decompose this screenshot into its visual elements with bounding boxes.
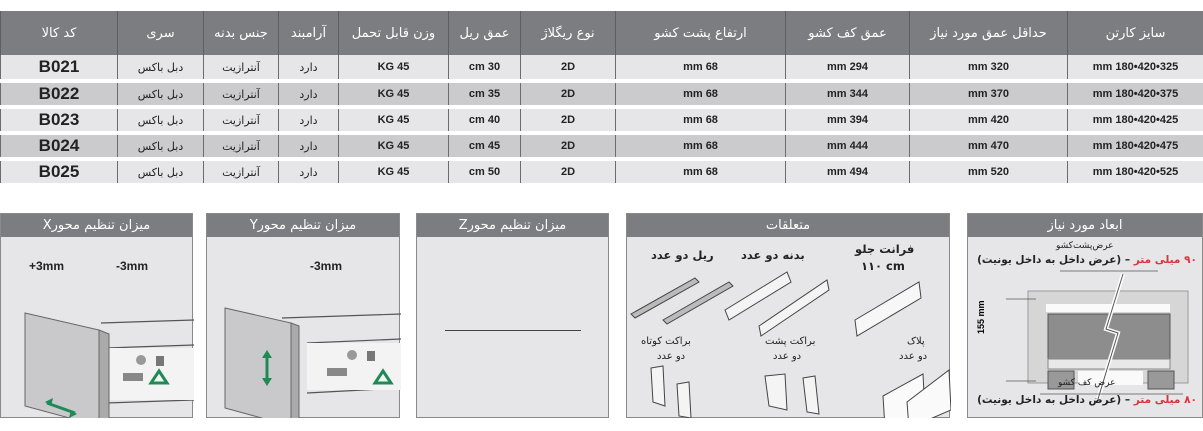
header-code: کد کالا [1, 11, 118, 55]
header-back-height: ارتفاع پشت کشو [616, 11, 786, 55]
table-header-row [1, 11, 1203, 55]
accessories-illustrations [627, 238, 951, 418]
body-label: بدنه دو عدد [741, 248, 805, 262]
short-bracket-icon [651, 366, 691, 418]
x-axis-title: میزان تنظیم محورX [1, 214, 192, 237]
z-axis-title: میزان تنظیم محورZ [417, 214, 608, 237]
cell-material: آنترازیت [204, 133, 279, 159]
cell-rail-depth: 35 cm [449, 81, 521, 107]
short-bracket-qty: دو عدد [657, 351, 686, 362]
cell-min-depth: 470 mm [910, 133, 1068, 159]
height-label: 155 mm [976, 300, 986, 334]
front-panel-icon [855, 282, 921, 336]
cell-load: 45 KG [339, 133, 449, 159]
z-axis-panel [416, 213, 609, 418]
cell-floor-depth: 344 mm [786, 81, 910, 107]
cell-series: دبل باکس [118, 55, 204, 81]
cell-carton: 425•420•180 mm [1068, 107, 1203, 133]
cell-load: 45 KG [339, 55, 449, 81]
cell-back-height: 68 mm [616, 159, 786, 185]
back-width-line [976, 254, 1198, 266]
cell-soft-close: دارد [279, 81, 339, 107]
cell-carton: 325•420•180 mm [1068, 55, 1203, 81]
back-width-value: ۹۰ میلی متر [1133, 254, 1197, 266]
table-row [1, 55, 1203, 81]
back-width-label: عرض‌پشت‌کشو [1056, 241, 1114, 251]
cell-min-depth: 320 mm [910, 55, 1068, 81]
table-row [1, 81, 1203, 107]
header-series: سری [118, 11, 204, 55]
cell-series: دبل باکس [118, 107, 204, 133]
x-minus-label: -3mm [116, 259, 149, 273]
floor-width-line [976, 394, 1198, 406]
cell-rail-depth: 40 cm [449, 107, 521, 133]
cell-material: آنترازیت [204, 159, 279, 185]
y-axis-panel [206, 213, 400, 418]
front-size-label: ۱۱۰ cm [861, 259, 905, 273]
cell-floor-depth: 444 mm [786, 133, 910, 159]
accessories-panel [626, 213, 950, 418]
cell-floor-depth: 294 mm [786, 55, 910, 81]
cell-adjust: 2D [521, 133, 616, 159]
cell-min-depth: 420 mm [910, 107, 1068, 133]
cell-min-depth: 370 mm [910, 81, 1068, 107]
header-floor-depth: عمق کف کشو [786, 11, 910, 55]
floor-width-label: عرض کف کشو [1058, 378, 1116, 388]
table-row [1, 159, 1203, 185]
dimensions-title: ابعاد مورد نیاز [968, 214, 1202, 237]
cell-rail-depth: 45 cm [449, 133, 521, 159]
header-soft-close: آرامبند [279, 11, 339, 55]
rail-icon [631, 278, 733, 324]
floor-width-value: ۸۰ میلی متر [1133, 394, 1197, 406]
back-bracket-qty: دو عدد [773, 351, 802, 362]
cell-min-depth: 520 mm [910, 159, 1068, 185]
cell-soft-close: دارد [279, 159, 339, 185]
cell-back-height: 68 mm [616, 55, 786, 81]
back-width-note: – (عرض داخل به داخل یونیت) [977, 254, 1131, 266]
cell-floor-depth: 394 mm [786, 107, 910, 133]
cell-material: آنترازیت [204, 81, 279, 107]
drawer-front-x-illustration [1, 238, 194, 418]
front-label: فرانت جلو [855, 242, 915, 256]
cell-rail-depth: 50 cm [449, 159, 521, 185]
cell-back-height: 68 mm [616, 107, 786, 133]
cell-series: دبل باکس [118, 159, 204, 185]
header-rail-depth: عمق ریل [449, 11, 521, 55]
plaque-qty: دو عدد [899, 351, 928, 362]
cell-load: 45 KG [339, 159, 449, 185]
table-row [1, 107, 1203, 133]
plaque-label: پلاک [907, 336, 925, 347]
cell-series: دبل باکس [118, 81, 204, 107]
rail-label: ریل دو عدد [651, 248, 714, 262]
header-carton-size: سایز کارتن [1068, 11, 1203, 55]
cell-load: 45 KG [339, 107, 449, 133]
cell-code: B022 [1, 81, 118, 107]
header-material: جنس بدنه [204, 11, 279, 55]
cell-soft-close: دارد [279, 133, 339, 159]
floor-width-note: – (عرض داخل به داخل یونیت) [977, 394, 1131, 406]
back-bracket-icon [765, 374, 819, 414]
header-load: وزن قابل تحمل [339, 11, 449, 55]
cell-load: 45 KG [339, 81, 449, 107]
cell-material: آنترازیت [204, 55, 279, 81]
cell-adjust: 2D [521, 81, 616, 107]
cell-code: B024 [1, 133, 118, 159]
y-axis-title: میزان تنظیم محورY [207, 214, 399, 237]
cell-adjust: 2D [521, 55, 616, 81]
short-bracket-label: براکت کوتاه [641, 336, 691, 347]
table-row [1, 133, 1203, 159]
cell-code: B023 [1, 107, 118, 133]
cell-floor-depth: 494 mm [786, 159, 910, 185]
cell-carton: 525•420•180 mm [1068, 159, 1203, 185]
back-bracket-label: براکت پشت [765, 336, 816, 347]
cell-soft-close: دارد [279, 107, 339, 133]
header-min-depth: حداقل عمق مورد نیاز [910, 11, 1068, 55]
cell-code: B021 [1, 55, 118, 81]
x-axis-panel [0, 213, 193, 418]
cell-rail-depth: 30 cm [449, 55, 521, 81]
drawer-front-y-illustration [207, 238, 401, 418]
header-adjust-type: نوع ریگلاژ [521, 11, 616, 55]
x-plus-label: +3mm [29, 259, 65, 273]
y-minus-label: -3mm [310, 259, 343, 273]
cell-adjust: 2D [521, 107, 616, 133]
spec-table [0, 11, 1203, 187]
z-axis-line [445, 330, 581, 331]
accessories-title: متعلقات [627, 214, 949, 237]
cell-carton: 475•420•180 mm [1068, 133, 1203, 159]
cell-carton: 375•420•180 mm [1068, 81, 1203, 107]
cell-back-height: 68 mm [616, 81, 786, 107]
cell-back-height: 68 mm [616, 133, 786, 159]
cell-material: آنترازیت [204, 107, 279, 133]
cell-adjust: 2D [521, 159, 616, 185]
cell-soft-close: دارد [279, 55, 339, 81]
dimensions-panel [967, 213, 1203, 418]
cell-series: دبل باکس [118, 133, 204, 159]
body-icon [725, 272, 829, 336]
plaque-icon [883, 370, 951, 418]
cell-code: B025 [1, 159, 118, 185]
